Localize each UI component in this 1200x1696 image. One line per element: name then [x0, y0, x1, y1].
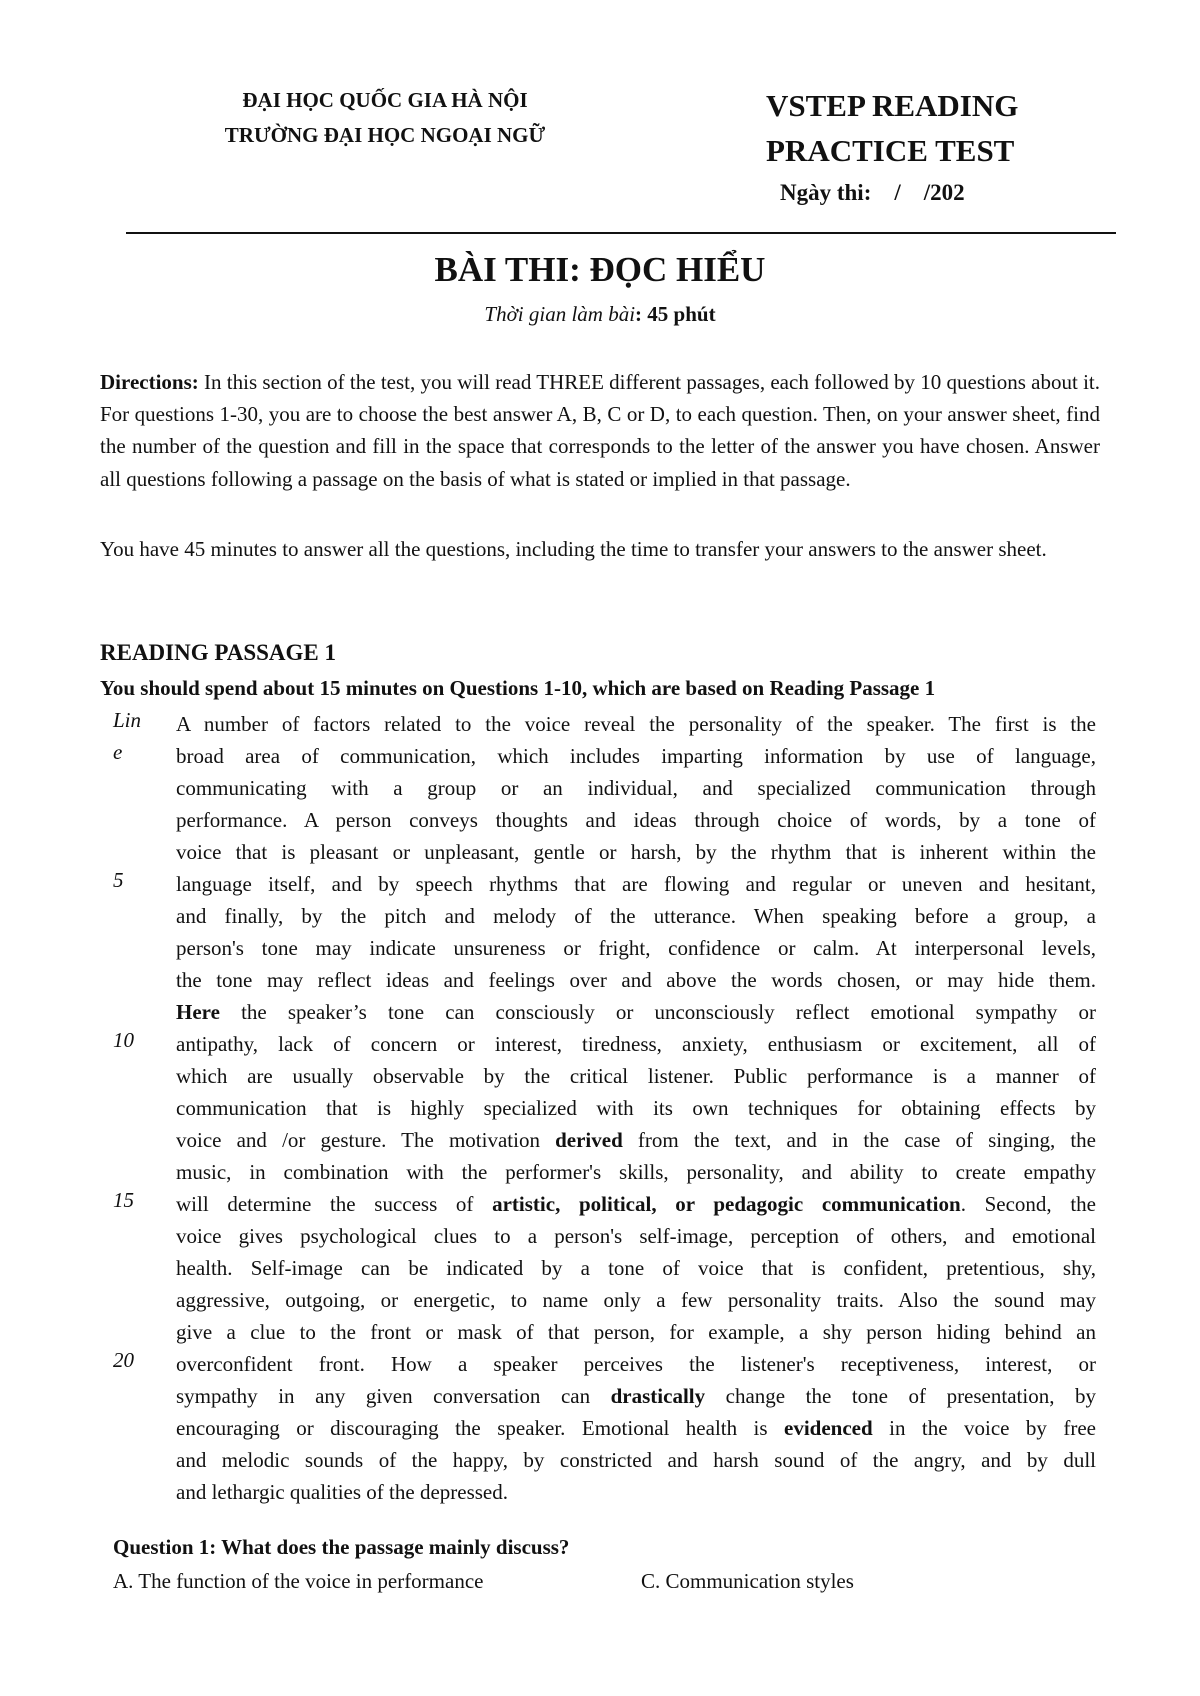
school-name: TRƯỜNG ĐẠI HỌC NGOẠI NGỮ	[224, 123, 546, 147]
passage-text: health. Self-image can be indicated by a tone of voice that is confident, pretentious, shy,	[176, 1256, 1096, 1280]
passage-text: overconfident front. How a speaker perceives the listener's receptiveness, interest, or	[176, 1352, 1096, 1376]
passage-line	[176, 964, 1096, 996]
passage-line	[176, 708, 1096, 740]
passage-line	[176, 1060, 1096, 1092]
passage-instruction: You should spend about 15 minutes on Questions 1-10, which are based on Reading Passage 1	[100, 676, 936, 700]
passage-line	[176, 932, 1096, 964]
passage-line	[176, 900, 1096, 932]
directions-paragraph	[100, 366, 1100, 495]
option-c[interactable]: C. Communication styles	[641, 1569, 854, 1593]
line-label-continued: e	[113, 740, 123, 764]
passage-line	[176, 1476, 1096, 1508]
duration-label: Thời gian làm bài	[484, 302, 636, 326]
time-note: You have 45 minutes to answer all the questions, including the time to transfer your answers to the answer sheet.	[100, 537, 1047, 561]
passage-text: give a clue to the front or mask of that person, for example, a shy person hiding behind an	[176, 1320, 1096, 1344]
passage-text: in the voice by free	[872, 1416, 1097, 1440]
passage-text: change the tone of presentation, by	[705, 1384, 1096, 1408]
passage-text: music, in combination with the performer's skills, personality, and ability to create empathy	[176, 1160, 1096, 1184]
passage-text: which are usually observable by the critical listener. Public performance is a manner of	[176, 1064, 1096, 1088]
passage-line	[176, 1092, 1096, 1124]
passage-line	[176, 1124, 1096, 1156]
highlighted-term: derived	[555, 1128, 623, 1152]
passage-text: voice gives psychological clues to a person's self-image, perception of others, and emotional	[176, 1224, 1096, 1248]
passage-text: sympathy in any given conversation can	[176, 1384, 611, 1408]
highlighted-term: drastically	[610, 1384, 706, 1408]
test-title-line2: PRACTICE TEST	[766, 133, 1015, 168]
passage-heading: READING PASSAGE 1	[100, 640, 336, 665]
passage-line	[176, 1188, 1096, 1220]
highlighted-term: artistic, political, or pedagogic communication	[492, 1192, 961, 1216]
passage-line	[176, 1220, 1096, 1252]
passage-text: communicating with a group or an individual, and specialized communication through	[176, 776, 1096, 800]
passage-line	[176, 1348, 1096, 1380]
passage-text: broad area of communication, which includes imparting information by use of language,	[176, 744, 1096, 768]
passage-text: communication that is highly specialized with its own techniques for obtaining effects by	[176, 1096, 1096, 1120]
passage-line	[176, 1156, 1096, 1188]
line-number-10: 10	[113, 1028, 134, 1052]
passage-text: the tone may reflect ideas and feelings over and above the words chosen, or may hide them.	[176, 968, 1096, 992]
line-label: Lin	[113, 708, 142, 732]
passage-text: A number of factors related to the voice reveal the personality of the speaker. The first is the	[176, 712, 1096, 736]
passage-line	[176, 1284, 1096, 1316]
directions-text: In this section of the test, you will read THREE different passages, each followed by 10 questions about it. For questions 1-30, you are to choose the best answer A, B, C or D, to each question. Then, on your answer sheet, find the number of the question and fill in the space that corresponds to the letter of the answer you have chosen. Answer all questions following a passage on the basis of what is stated or implied in that passage.	[100, 370, 1100, 491]
passage-line	[176, 804, 1096, 836]
passage-line	[176, 1412, 1096, 1444]
passage-text: person's tone may indicate unsureness or fright, confidence or calm. At interpersonal levels,	[176, 936, 1096, 960]
line-number-20: 20	[113, 1348, 134, 1372]
exam-title: BÀI THI: ĐỌC HIỂU	[434, 250, 766, 289]
passage-line	[176, 836, 1096, 868]
passage-text: performance. A person conveys thoughts and ideas through choice of words, by a tone of	[176, 808, 1096, 832]
passage-text: aggressive, outgoing, or energetic, to name only a few personality traits. Also the sound may	[176, 1288, 1096, 1312]
highlighted-term: Here	[176, 1000, 220, 1024]
passage-line	[176, 1380, 1096, 1412]
passage-line	[176, 1444, 1096, 1476]
duration-value: : 45 phút	[635, 302, 716, 326]
passage-line	[176, 996, 1096, 1028]
passage-text: and lethargic qualities of the depressed.	[176, 1480, 509, 1504]
passage-text: voice and /or gesture. The motivation	[176, 1128, 556, 1152]
exam-date: Ngày thi: / /202	[780, 180, 965, 205]
passage-text: and finally, by the pitch and melody of the utterance. When speaking before a group, a	[176, 904, 1096, 928]
option-a[interactable]: A. The function of the voice in performance	[113, 1569, 484, 1593]
passage-body	[176, 708, 1096, 1508]
passage-text: . Second, the	[960, 1192, 1096, 1216]
header-divider	[126, 232, 1116, 234]
passage-text: will determine the success of	[176, 1192, 493, 1216]
directions-label: Directions:	[100, 370, 199, 394]
test-title-line1: VSTEP READING	[766, 88, 1019, 123]
passage-text: the speaker’s tone can consciously or unconsciously reflect emotional sympathy or	[219, 1000, 1096, 1024]
line-number-15: 15	[113, 1188, 134, 1212]
passage-line	[176, 1252, 1096, 1284]
passage-line	[176, 1028, 1096, 1060]
passage-text: antipathy, lack of concern or interest, tiredness, anxiety, enthusiasm or excitement, all of	[176, 1032, 1096, 1056]
highlighted-term: evidenced	[784, 1416, 873, 1440]
passage-text: voice that is pleasant or unpleasant, gentle or harsh, by the rhythm that is inherent within the	[176, 840, 1096, 864]
passage-text: encouraging or discouraging the speaker. Emotional health is	[176, 1416, 785, 1440]
question-1: Question 1: What does the passage mainly discuss?	[113, 1535, 570, 1559]
university-name: ĐẠI HỌC QUỐC GIA HÀ NỘI	[242, 88, 528, 112]
passage-line	[176, 740, 1096, 772]
passage-line	[176, 868, 1096, 900]
exam-duration	[0, 302, 1200, 327]
passage-text: and melodic sounds of the happy, by constricted and harsh sound of the angry, and by dull	[176, 1448, 1096, 1472]
line-number-5: 5	[113, 868, 124, 892]
passage-text: language itself, and by speech rhythms that are flowing and regular or uneven and hesitant,	[176, 872, 1096, 896]
passage-line	[176, 772, 1096, 804]
passage-text: from the text, and in the case of singing, the	[622, 1128, 1096, 1152]
passage-line	[176, 1316, 1096, 1348]
